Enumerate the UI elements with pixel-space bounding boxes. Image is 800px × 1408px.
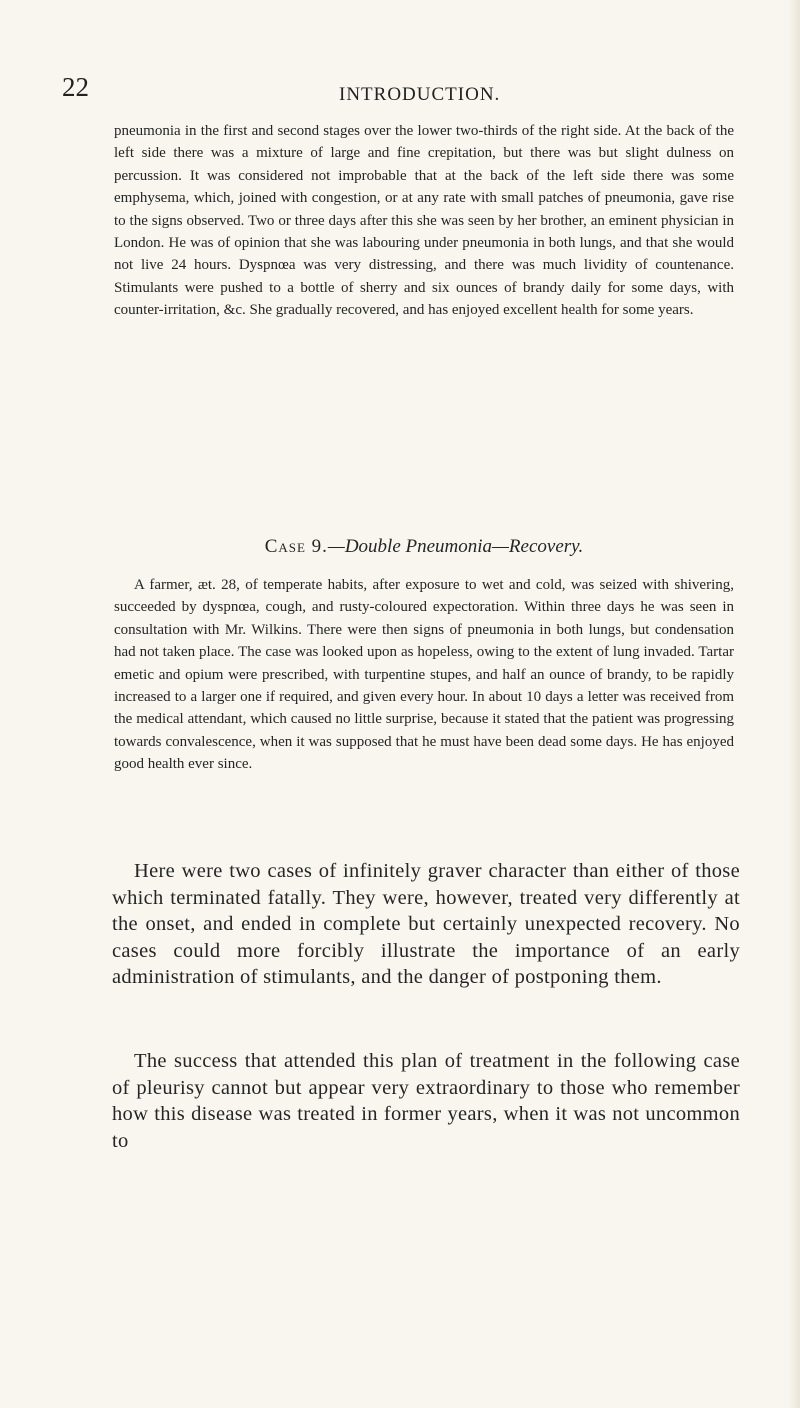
running-head: INTRODUCTION. [339,84,501,105]
page-header [0,72,800,112]
case-title: —Double Pneumonia—Recovery. [327,536,584,557]
paragraph-case-9 [114,574,734,776]
page-edge [788,0,800,1408]
paragraph-case-8-continued [114,120,734,322]
case-label: Case 9. [264,536,328,557]
page-number: 22 [62,72,89,102]
paragraph-commentary [112,858,740,991]
paragraph-pleurisy-intro [112,1048,740,1154]
case-heading [114,536,734,558]
paragraph-text: The success that attended this plan of treatment in the following case of pleurisy cannot but appear very extraordinary to those who remember how this disease was treated in former years, when it was not uncommon to [112,1050,740,1152]
paragraph-text: A farmer, æt. 28, of temperate habits, after exposure to wet and cold, was seized with shivering, succeeded by dyspnœa, cough, and rusty-coloured expectoration. Within three days he was seen in consultation with Mr. Wilkins. There were then signs of pneumonia in both lungs, but condensation had not taken place. The case was looked upon as hopeless, owing to the extent of lung invaded. Tartar emetic and opium were prescribed, with turpentine stupes, and half an ounce of brandy, to be rapidly increased to a larger one if required, and given every hour. In about 10 days a letter was received from the medical attendant, which caused no little surprise, because it stated that the patient was progressing towards convalescence, when it was supposed that he must have been dead some days. He has enjoyed good health ever since. [114,577,734,773]
paragraph-text: pneumonia in the first and second stages over the lower two-thirds of the right side. At the back of the left side there was a mixture of large and fine crepitation, but there was but slight dulness on percussion. It was considered not improbable that at the back of the left side there was some emphysema, which, joined with congestion, or at any rate with small patches of pneumonia, gave rise to the signs observed. Two or three days after this she was seen by her brother, an eminent physician in London. He was of opinion that she was labouring under pneumonia in both lungs, and that she would not live 24 hours. Dyspnœa was very distressing, and there was much lividity of countenance. Stimulants were pushed to a bottle of sherry and six ounces of brandy daily for some days, with counter-irritation, &c. She gradually recovered, and has enjoyed excellent health for some years. [114,123,734,319]
paragraph-text: Here were two cases of infinitely graver character than either of those which terminated fatally. They were, however, treated very differently at the onset, and ended in complete but certainly unexpected recovery. No cases could more forcibly illustrate the importance of an early administration of stimulants, and the danger of postponing them. [112,860,740,988]
